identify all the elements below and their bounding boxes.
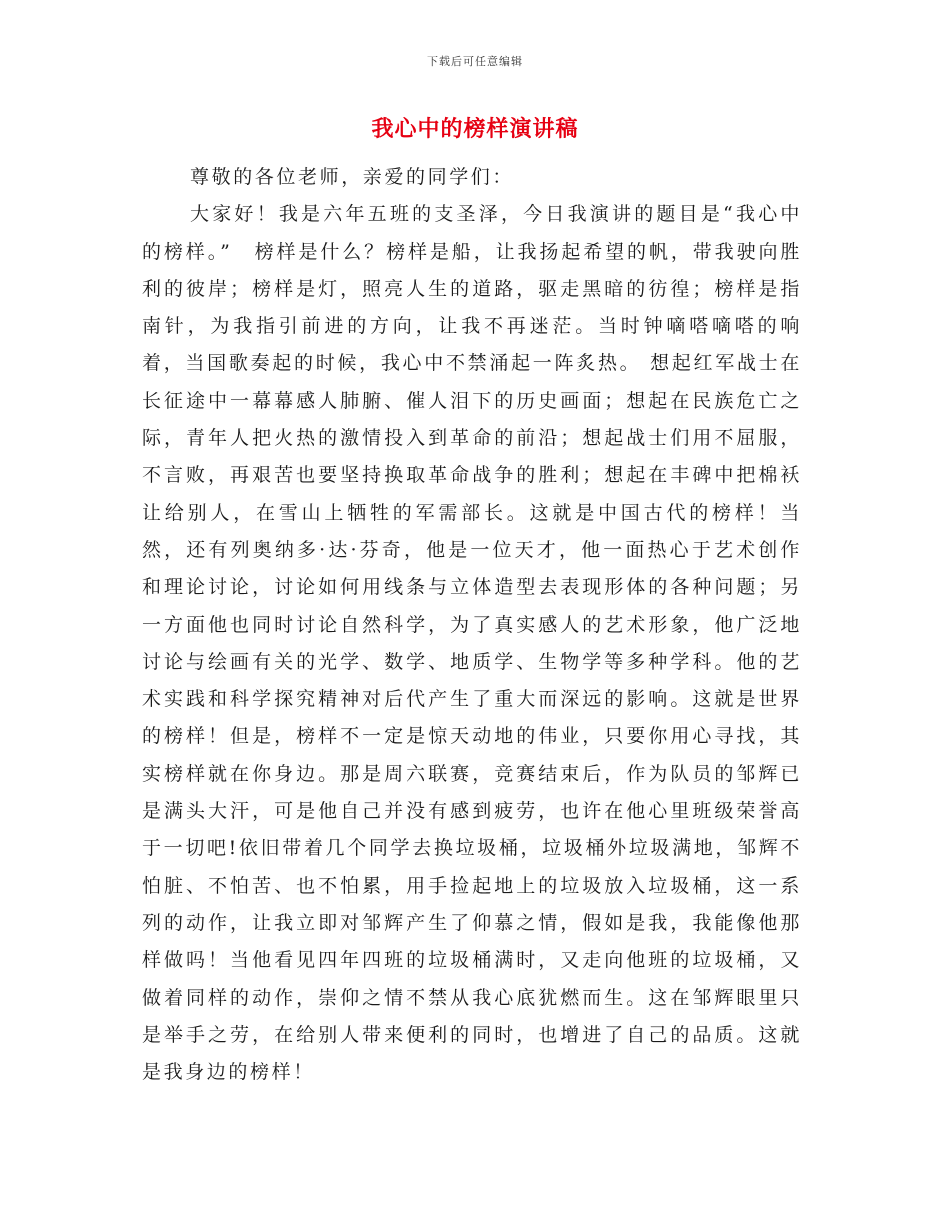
greeting-paragraph: 尊敬的各位老师，亲爱的同学们： (190, 166, 515, 188)
document-body (142, 159, 802, 1091)
document-title: 我心中的榜样演讲稿 (371, 116, 579, 142)
header-note: 下载后可任意编辑 (427, 55, 523, 68)
speech-paragraph: 大家好！我是六年五班的支圣泽，今日我演讲的题目是“我心中的榜样。” 榜样是什么？榜样是船，让我扬起希望的帆，带我驶向胜利的彼岸；榜样是灯，照亮人生的道路，驱走黑暗的彷徨；榜样是指南针，为我指引前进的方向，让我不再迷茫。当时钟嘀嗒嘀嗒的响着，当国歌奏起的时候，我心中不禁涌起一阵炙热。 想起红军战士在长征途中一幕幕感人肺腑、催人泪下的历史画面；想起在民族危亡之际，青年人把火热的激情投入到革命的前沿；想起战士们用不屈服，不言败，再艰苦也要坚持换取革命战争的胜利；想起在丰碑中把棉袄让给别人，在雪山上牺牲的军需部长。这就是中国古代的榜样！当然，还有列奥纳多·达·芬奇，他是一位天才，他一面热心于艺术创作和理论讨论，讨论如何用线条与立体造型去表现形体的各种问题；另一方面他也同时讨论自然科学，为了真实感人的艺术形象，他广泛地讨论与绘画有关的光学、数学、地质学、生物学等多种学科。他的艺术实践和科学探究精神对后代产生了重大而深远的影响。这就是世界的榜样！但是，榜样不一定是惊天动地的伟业，只要你用心寻找，其实榜样就在你身边。那是周六联赛，竞赛结束后，作为队员的邹辉已是满头大汗，可是他自己并没有感到疲劳，也许在他心里班级荣誉高于一切吧!依旧带着几个同学去换垃圾桶，垃圾桶外垃圾满地，邹辉不怕脏、不怕苦、也不怕累，用手捡起地上的垃圾放入垃圾桶，这一系列的动作，让我立即对邹辉产生了仰慕之情，假如是我，我能像他那样做吗！当他看见四年四班的垃圾桶满时，又走向他班的垃圾桶，又做着同样的动作，崇仰之情不禁从我心底犹燃而生。这在邹辉眼里只是举手之劳，在给别人带来便利的同时，也增进了自己的品质。这就是我身边的榜样！ (142, 203, 802, 1084)
